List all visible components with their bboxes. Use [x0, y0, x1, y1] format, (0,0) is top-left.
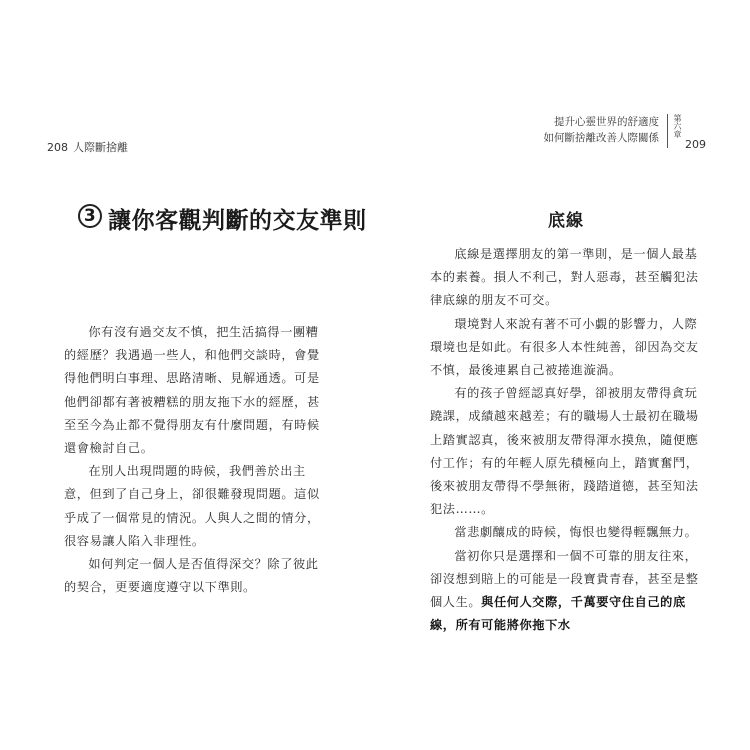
left-paragraph: 在別人出現問題的時候，我們善於出主意，但到了自己身上，卻很難發現問題。這似乎成了一個常見的情況。人與人之間的情分，很容易讓人陷入非理性。	[64, 464, 320, 548]
right-paragraph	[430, 545, 702, 638]
left-running-head-text: 人際斷捨離	[73, 141, 128, 154]
left-paragraph: 如何判定一個人是否值得深交？除了彼此的契合，更要適度遵守以下準則。	[64, 557, 319, 595]
last-paragraph-plain: 當初你只是選擇和一個不可靠的朋友往來，卻沒想到賠上的可能是一段寶貴青春，甚至是整個人生。	[430, 548, 699, 610]
left-title-text: 讓你客觀判斷的交友準則	[108, 208, 367, 234]
chapter-label: 第六章	[673, 114, 682, 138]
last-paragraph-bold: 與任何人交際，千萬要守住自己的底線，所有可能將你拖下水	[430, 595, 686, 633]
right-running-head	[544, 114, 707, 151]
left-paragraph: 你有沒有過交友不慎，把生活搞得一團糟的經歷？我遇過一些人，和他們交談時，會覺得他們明白事理、思路清晰、見解通透。可是他們卻都有著被糟糕的朋友拖下水的經歷，甚至至今為止都不覺得朋友有什麼問題，有時候還會檢討自己。	[64, 325, 320, 456]
right-paragraph: 底線是選擇朋友的第一準則，是一個人最基本的素養。損人不利己，對人惡毒，甚至觸犯法律底線的朋友不可交。	[430, 247, 699, 308]
right-section-title: 底線	[548, 211, 584, 231]
left-section-title	[78, 202, 367, 235]
left-body-text	[64, 321, 329, 599]
right-paragraph: 有的孩子曾經認真好學，卻被朋友帶得貪玩蹺課，成績越來越差；有的職場人士最初在職場上踏實認真，後來被朋友帶得渾水摸魚，隨便應付工作；有的年輕人原先積極向上，踏實奮鬥，後來被朋友帶得不學無術，踐踏道德，甚至知法犯法……。	[430, 386, 699, 517]
right-page-number: 209	[685, 138, 706, 151]
right-paragraph: 環境對人來說有著不可小覷的影響力，人際環境也是如此。有很多人本性純善，卻因為交友不慎，最後連累自己被捲進漩渦。	[430, 316, 699, 378]
right-paragraph: 當悲劇釀成的時候，悔恨也變得輕飄無力。	[454, 525, 698, 540]
running-head-divider	[667, 114, 668, 148]
section-number-badge: 3	[78, 204, 102, 228]
subtitle-line-2: 如何斷捨離改善人際關係	[543, 132, 659, 144]
right-running-subtitle	[544, 114, 660, 146]
right-body-text	[430, 243, 702, 637]
subtitle-line-1: 提升心靈世界的舒適度	[554, 116, 659, 128]
left-running-head	[47, 139, 128, 155]
left-page-number: 208	[47, 141, 68, 154]
